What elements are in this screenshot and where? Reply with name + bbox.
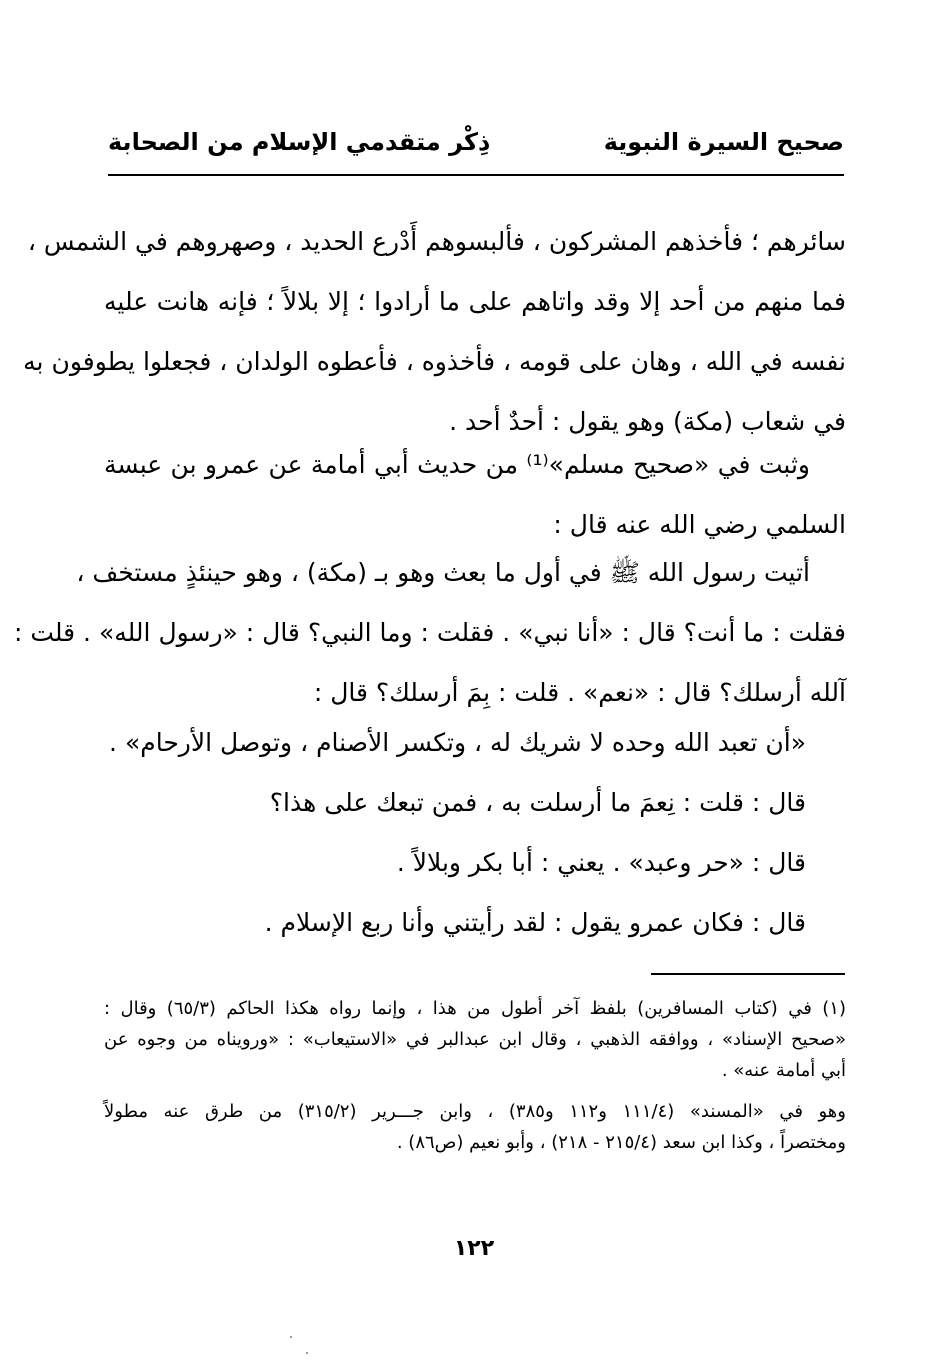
body-line: نفسه في الله ، وهان على قومه ، فأخذوه ، فأعطوه الولدان ، فجعلوا يطوفون به — [23, 347, 846, 376]
book-title: صحيح السيرة النبوية — [603, 128, 844, 156]
body-line: فقلت : ما أنت؟ قال : «أنا نبي» . فقلت : وما النبي؟ قال : «رسول الله» . قلت : — [13, 618, 846, 647]
hadith-continuation — [104, 713, 846, 953]
footnote-line: ومختصراً ، وكذا ابن سعد (٢١٥/٤ - ٢١٨) ، وأبو نعيم (ص٨٦) . — [396, 1132, 846, 1153]
chapter-title: ذِكْر متقدمي الإسلام من الصحابة — [108, 128, 491, 156]
footnote-line: أبي أمامة عنه» . — [721, 1060, 846, 1081]
footnote-line: (١) في (كتاب المسافرين) بلفظ آخر أطول من هذا ، وإنما رواه هكذا الحاكم (٦٥/٣) وقال : — [104, 998, 846, 1019]
footnotes — [104, 993, 846, 1158]
scan-speck — [290, 1336, 292, 1338]
footnote-line: وهو في «المسند» (١١١/٤ و١١٢ و٣٨٥) ، وابن جـــرير (٣١٥/٢) من طرق عنه مطولاً — [104, 1101, 846, 1122]
header-divider — [108, 174, 844, 176]
body-line: وثبت في «صحيح مسلم»⁽¹⁾ من حديث أبي أمامة عن عمرو بن عبسة — [104, 450, 810, 479]
page-number: ١٢٢ — [453, 1236, 495, 1261]
body-line: «أن تعبد الله وحده لا شريك له ، وتكسر الأصنام ، وتوصل الأرحام» . — [109, 728, 806, 757]
body-line: في شعاب (مكة) وهو يقول : أحدٌ أحد . — [449, 407, 846, 436]
scan-speck — [306, 1352, 308, 1354]
hadith-paragraph — [13, 543, 846, 723]
paragraph-2 — [104, 435, 846, 555]
body-line: قال : فكان عمرو يقول : لقد رأيتني وأنا ربع الإسلام . — [264, 908, 806, 937]
footnote-line: «صحيح الإسناد» ، ووافقه الذهبي ، وقال ابن عبدالبر في «الاستيعاب» : «ورويناه من وجوه عن — [104, 1029, 846, 1050]
body-line: آلله أرسلك؟ قال : «نعم» . قلت : بِمَ أرسلك؟ قال : — [313, 678, 846, 707]
body-line: السلمي رضي الله عنه قال : — [553, 510, 846, 539]
running-header — [108, 128, 844, 172]
paragraph-1 — [23, 212, 846, 452]
body-line: قال : قلت : نِعمَ ما أرسلت به ، فمن تبعك على هذا؟ — [269, 788, 806, 817]
body-line: سائرهم ؛ فأخذهم المشركون ، فألبسوهم أَدْرع الحديد ، وصهروهم في الشمس ، — [27, 227, 846, 256]
body-line: قال : «حر وعبد» . يعني : أبا بكر وبلالاً . — [396, 848, 806, 877]
body-line: فما منهم من أحد إلا وقد واتاهم على ما أرادوا ؛ إلا بلالاً ؛ فإنه هانت عليه — [104, 287, 846, 316]
body-line: أتيت رسول الله ﷺ في أول ما بعث وهو بـ (مكة) ، وهو حينئذٍ مستخف ، — [76, 558, 810, 587]
footnote-divider — [651, 973, 845, 975]
